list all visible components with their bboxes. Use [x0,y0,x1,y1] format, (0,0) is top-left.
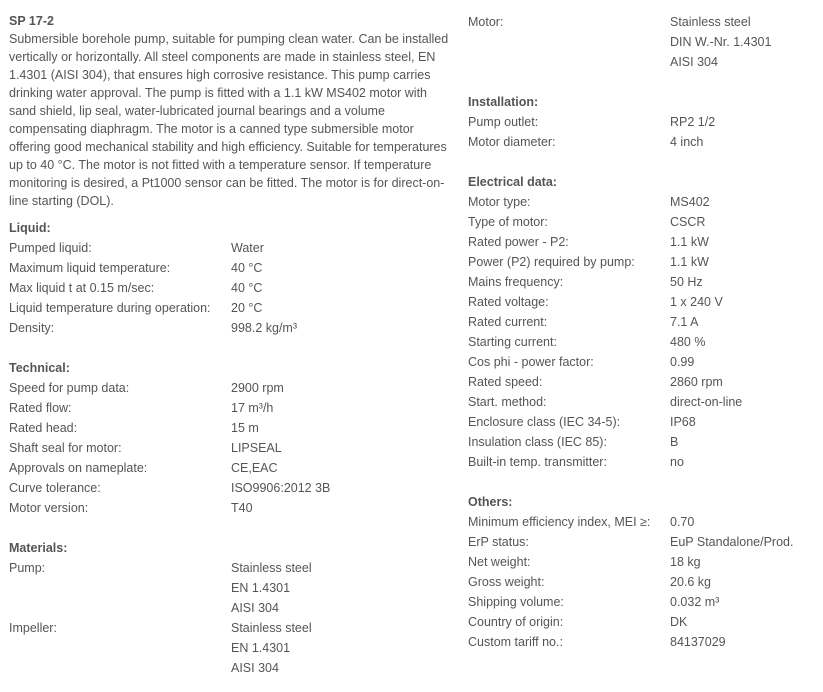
section-installation [468,92,818,152]
spec-values [670,612,687,632]
spec-row [468,132,818,152]
spec-value: ISO9906:2012 3B [231,481,331,495]
spec-values [670,552,701,572]
spec-value: 2900 rpm [231,381,284,395]
spec-values [670,232,709,252]
spec-label: Cos phi - power factor: [468,355,594,369]
spec-value: Water [231,241,264,255]
spec-label: Enclosure class (IEC 34-5): [468,415,621,429]
spec-values [670,532,793,552]
spec-row [468,252,818,272]
spec-row [9,618,449,678]
section-title-others: Others: [468,495,513,509]
spec-values [670,272,703,292]
spec-row [468,632,818,652]
spec-row [468,412,818,432]
spec-values [670,412,696,432]
spec-row [468,452,818,472]
spec-row [9,498,449,518]
spec-value: DK [670,615,688,629]
spec-label: Rated power - P2: [468,235,569,249]
spec-label: Liquid temperature during operation: [9,301,211,315]
spec-values [670,392,742,412]
spec-label: Motor version: [9,501,89,515]
spacer [468,472,818,492]
spec-value: 40 °C [231,261,263,275]
spec-values [670,332,705,352]
spec-values [670,112,715,132]
spec-values [231,258,262,278]
spec-value: Stainless steel [670,15,751,29]
spec-rows-materials [9,558,449,678]
spec-row [468,432,818,452]
spec-row [468,532,818,552]
spec-label: Rated flow: [9,401,72,415]
spec-label: Maximum liquid temperature: [9,261,171,275]
spec-value: LIPSEAL [231,441,282,455]
spec-row [468,292,818,312]
spec-row [468,212,818,232]
spec-row [468,572,818,592]
spec-values [231,398,273,418]
spec-values [231,278,262,298]
spec-values [231,498,253,518]
spec-row [468,312,818,332]
spec-value: 18 kg [670,555,701,569]
spec-rows-installation [468,112,818,152]
spec-value: AISI 304 [670,55,718,69]
spec-value: IP68 [670,415,696,429]
section-title-materials: Materials: [9,541,68,555]
section-electrical [468,172,818,472]
spec-label: Motor type: [468,195,531,209]
spec-label: Custom tariff no.: [468,635,563,649]
spacer [9,338,449,358]
spec-values [670,372,723,392]
spec-label: Minimum efficiency index, MEI ≥: [468,515,651,529]
spec-row [468,392,818,412]
spec-row [468,12,818,72]
spec-row [9,278,449,298]
spec-row [468,332,818,352]
spec-row [9,318,449,338]
spec-label: Start. method: [468,395,547,409]
spec-value: Stainless steel [231,621,312,635]
spec-label: Insulation class (IEC 85): [468,435,607,449]
spec-value: DIN W.-Nr. 1.4301 [670,35,772,49]
spec-label: Type of motor: [468,215,548,229]
spec-row [468,352,818,372]
spec-values [231,418,259,438]
spacer [468,152,818,172]
spec-value: no [670,455,684,469]
spec-value: 40 °C [231,281,263,295]
spec-label: Density: [9,321,55,335]
spacer [9,210,449,218]
spec-value: 15 m [231,421,259,435]
spec-values [670,312,699,332]
product-title: SP 17-2 [9,14,54,28]
spec-values [670,192,710,212]
spec-value: 998.2 kg/m³ [231,321,298,335]
spec-values [670,452,684,472]
spec-value: 17 m³/h [231,401,274,415]
spec-value: CSCR [670,215,706,229]
spec-value: EuP Standalone/Prod. [670,535,794,549]
spec-label: Rated voltage: [468,295,549,309]
spec-value: AISI 304 [231,661,279,675]
spec-value: 50 Hz [670,275,703,289]
spec-row [468,272,818,292]
spec-value: 1.1 kW [670,255,709,269]
spec-label: Starting current: [468,335,557,349]
section-title-liquid: Liquid: [9,221,51,235]
spec-row [9,258,449,278]
spec-value: MS402 [670,195,710,209]
spec-label: Rated speed: [468,375,543,389]
spec-rows-electrical [468,192,818,472]
spec-value: Stainless steel [231,561,312,575]
section-materials [9,538,449,678]
spec-label: Motor diameter: [468,135,556,149]
spec-row [9,438,449,458]
spec-values [231,378,284,398]
spec-value: EN 1.4301 [231,641,291,655]
spec-label: Speed for pump data: [9,381,130,395]
spec-value: CE,EAC [231,461,278,475]
spec-label: Rated head: [9,421,78,435]
spec-label: Pump: [9,561,46,575]
spec-label: Curve tolerance: [9,481,101,495]
spec-values [231,298,262,318]
spec-label: ErP status: [468,535,529,549]
spec-row [468,552,818,572]
spec-label: Net weight: [468,555,531,569]
section-title-electrical: Electrical data: [468,175,557,189]
spec-row [468,612,818,632]
spec-rows-liquid [9,238,449,338]
spec-label: Power (P2) required by pump: [468,255,635,269]
spec-values [670,512,694,532]
spec-value: 1 x 240 V [670,295,723,309]
section-others [468,492,818,652]
spec-label: Country of origin: [468,615,564,629]
spec-value: 84137029 [670,635,726,649]
spec-row [9,558,449,618]
spec-value: RP2 1/2 [670,115,716,129]
spec-values [670,352,694,372]
spec-label: Impeller: [9,621,57,635]
spec-row [468,192,818,212]
spec-value: B [670,435,679,449]
spec-rows-technical [9,378,449,518]
spec-label: Motor: [468,15,504,29]
spec-row [468,592,818,612]
spec-value: 480 % [670,335,706,349]
spec-values [231,478,330,498]
spec-values [670,432,678,452]
spec-label: Approvals on nameplate: [9,461,148,475]
spec-value: 0.70 [670,515,695,529]
spec-values [231,318,297,338]
spec-label: Built-in temp. transmitter: [468,455,607,469]
spec-values [670,592,719,612]
spec-values [231,438,282,458]
spec-values [231,458,278,478]
spec-values [231,618,312,678]
spec-row [468,512,818,532]
spec-value: direct-on-line [670,395,743,409]
section-technical [9,358,449,518]
spec-values [670,252,709,272]
spec-row [9,298,449,318]
spec-label: Rated current: [468,315,548,329]
section-title-installation: Installation: [468,95,539,109]
spec-label: Max liquid t at 0.15 m/sec: [9,281,155,295]
spec-values [670,132,703,152]
spec-row [9,418,449,438]
spec-value: 4 inch [670,135,704,149]
spec-value: T40 [231,501,253,515]
spec-label: Pump outlet: [468,115,539,129]
spec-label: Pumped liquid: [9,241,92,255]
spec-values [670,212,705,232]
spec-values [231,238,264,258]
spec-row [9,458,449,478]
spec-values [670,292,723,312]
left-column [9,12,449,678]
spec-values [231,558,312,618]
spacer [468,72,818,92]
spec-values [670,572,711,592]
product-description: Submersible borehole pump, suitable for pumping clean water. Can be installed vertically or horizontally. All steel components are made in stainless steel, EN 1.4301 (AISI 304), that ensures high corrosive resistance. This pump carries drinking water approval. The pump is fitted with a 1.1 kW MS402 motor with sand shield, lip seal, water-lubricated journal bearings and a volume compensating diaphragm. The motor is a canned type submersible motor offering good mechanical stability and high efficiency. Suitable for temperatures up to 40 °C. The motor is not fitted with a temperature sensor. If temperature monitoring is desired, a Pt1000 sensor can be fitted. The motor is for direct-on-line starting (DOL). [9,32,449,208]
spec-values [670,632,726,652]
spec-value: 1.1 kW [670,235,709,249]
spec-row [9,378,449,398]
spec-value: 0.99 [670,355,695,369]
spec-label: Shaft seal for motor: [9,441,122,455]
spec-rows-others [468,512,818,652]
spec-label: Mains frequency: [468,275,564,289]
right-column [468,12,818,652]
section-motor-material [468,12,818,72]
spec-value: EN 1.4301 [231,581,291,595]
spec-value: 20.6 kg [670,575,712,589]
spec-label: Gross weight: [468,575,545,589]
spec-value: 2860 rpm [670,375,723,389]
spec-rows-motor-material [468,12,818,72]
spec-value: AISI 304 [231,601,279,615]
spec-row [9,398,449,418]
section-title-technical: Technical: [9,361,70,375]
spec-row [9,238,449,258]
spec-value: 7.1 A [670,315,699,329]
spec-value: 0.032 m³ [670,595,720,609]
spec-row [468,112,818,132]
spacer [9,518,449,538]
spec-row [468,372,818,392]
spec-row [9,478,449,498]
spec-label: Shipping volume: [468,595,564,609]
section-liquid [9,218,449,338]
spec-value: 20 °C [231,301,263,315]
spec-values [670,12,771,72]
spec-row [468,232,818,252]
